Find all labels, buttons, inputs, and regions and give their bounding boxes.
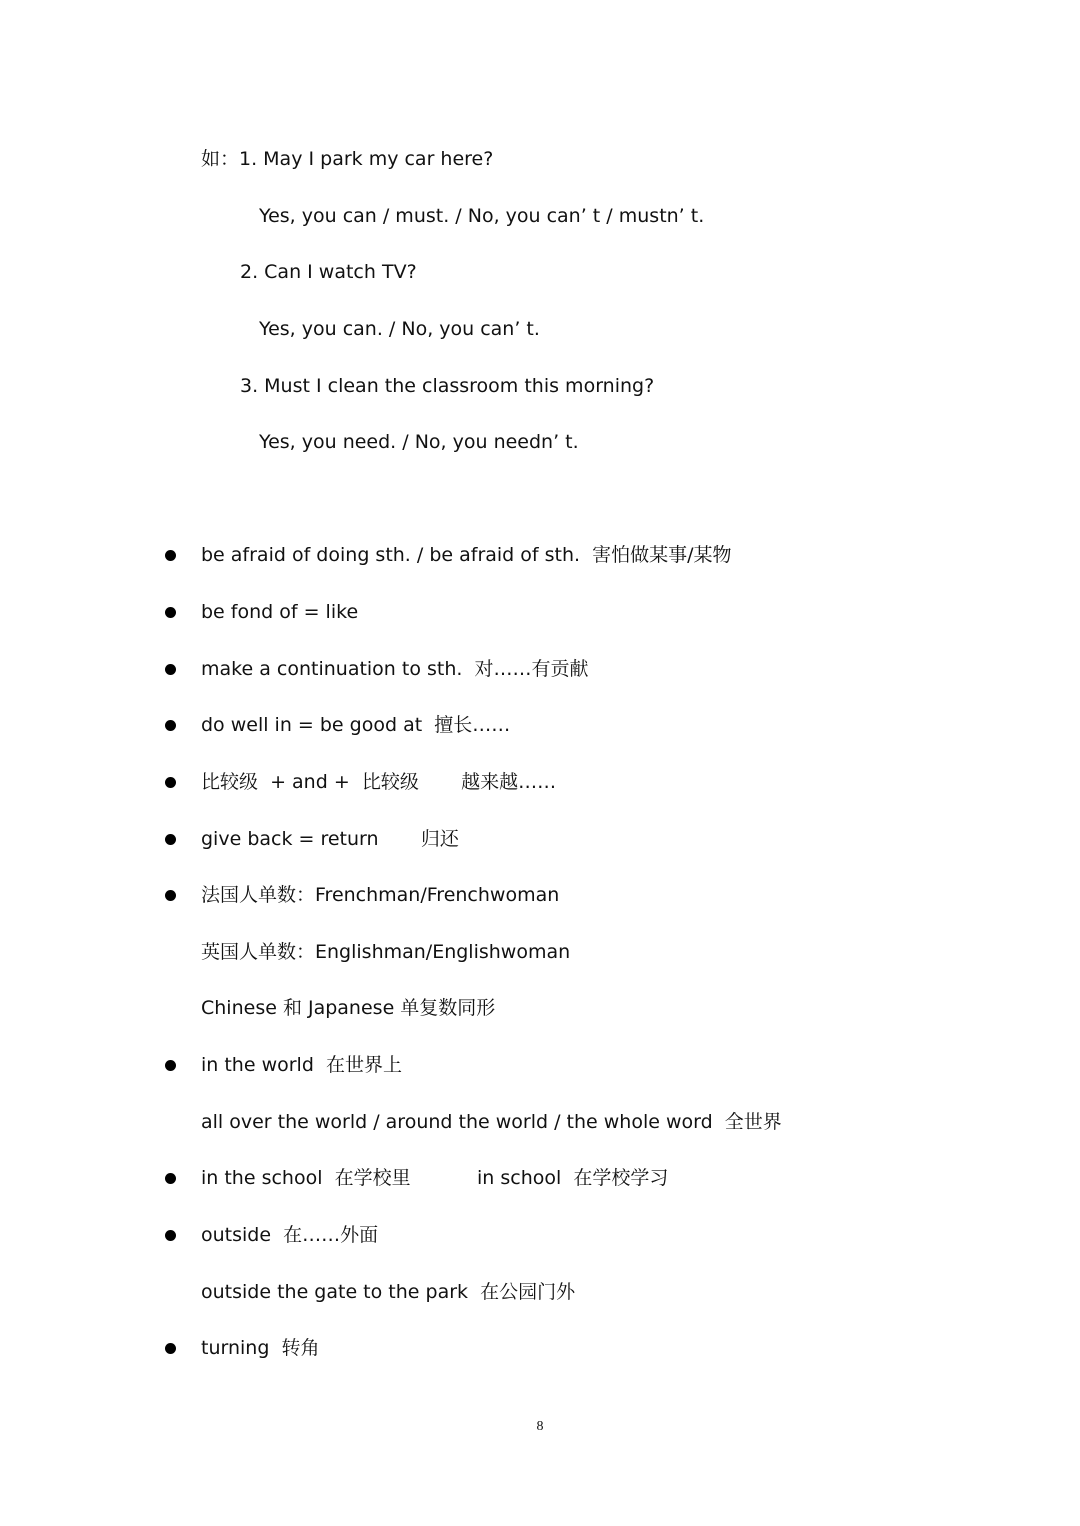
list-item-continuation: all over the world / around the world / the whole word 全世界 <box>201 1111 782 1133</box>
list-item-continuation: 英国人单数：Englishman/Englishwoman <box>201 941 571 963</box>
bullet-icon <box>165 1173 176 1184</box>
bullet-icon <box>165 1060 176 1071</box>
list-item: be fond of = like <box>201 601 359 623</box>
list-item: turning 转角 <box>201 1337 320 1359</box>
list-item: give back = return 归还 <box>201 828 459 850</box>
list-item-continuation: Chinese 和 Japanese 单复数同形 <box>201 997 496 1019</box>
list-item: in the world 在世界上 <box>201 1054 402 1076</box>
list-item-continuation: outside the gate to the park 在公园门外 <box>201 1281 576 1303</box>
example-answer-2: Yes, you can. / No, you can’ t. <box>259 318 540 340</box>
bullet-icon <box>165 607 176 618</box>
example-question-2: 2. Can I watch TV? <box>240 261 417 283</box>
list-item: make a continuation to sth. 对……有贡献 <box>201 658 589 680</box>
list-item: 比较级 + and + 比较级 越来越…… <box>201 771 557 793</box>
bullet-icon <box>165 664 176 675</box>
list-item: do well in = be good at 擅长…… <box>201 714 511 736</box>
list-item: in the school 在学校里 in school 在学校学习 <box>201 1167 669 1189</box>
example-question-1: 如：1. May I park my car here? <box>201 148 494 170</box>
example-question-3: 3. Must I clean the classroom this morning? <box>240 375 655 397</box>
list-item: be afraid of doing sth. / be afraid of sth. 害怕做某事/某物 <box>201 544 732 566</box>
example-answer-3: Yes, you need. / No, you needn’ t. <box>259 431 579 453</box>
list-item: outside 在……外面 <box>201 1224 379 1246</box>
bullet-icon <box>165 720 176 731</box>
page-number: 8 <box>536 1419 544 1434</box>
bullet-icon <box>165 1230 176 1241</box>
bullet-icon <box>165 550 176 561</box>
bullet-icon <box>165 777 176 788</box>
list-item: 法国人单数：Frenchman/Frenchwoman <box>201 884 560 906</box>
bullet-icon <box>165 834 176 845</box>
example-answer-1: Yes, you can / must. / No, you can’ t / mustn’ t. <box>259 205 705 227</box>
bullet-icon <box>165 890 176 901</box>
bullet-icon <box>165 1343 176 1354</box>
